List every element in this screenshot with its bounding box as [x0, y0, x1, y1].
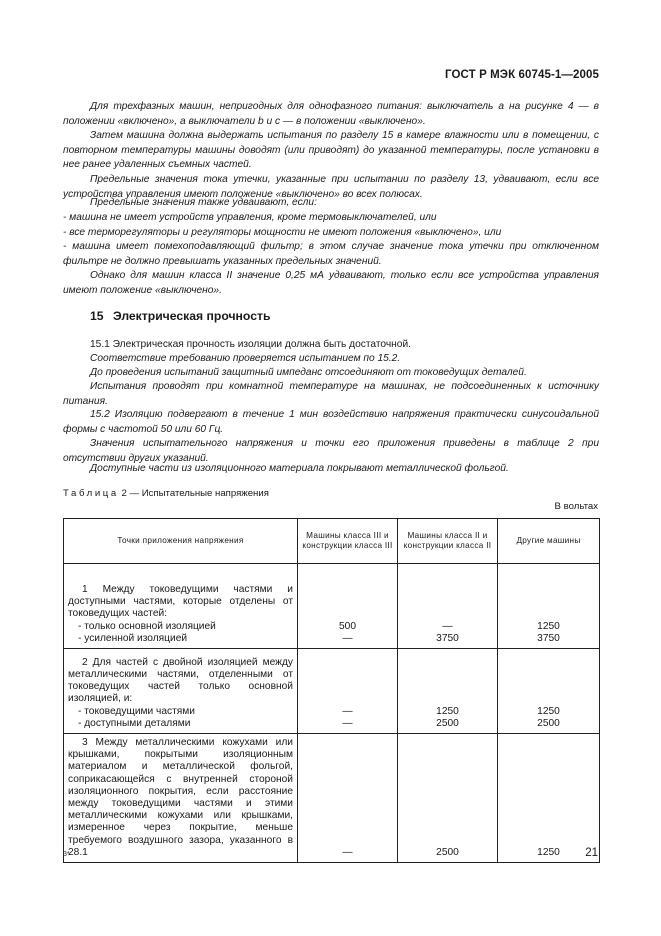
table-header-row [64, 519, 600, 564]
paragraph-test-voltage: Значения испытательного напряжения и точки его приложения приведены в таблице 2 при отсутствии других указаний. [63, 438, 599, 464]
paragraph-class-two: Однако для машин класса II значение 0,25 мА удваивают, только если все устройства управления имеют положение «выключено». [63, 270, 599, 296]
table-cell: 1250 [537, 620, 560, 632]
paragraph-room-temp: Испытания проводят при комнатной температуре на машинах, не подсоединенных к источнику питания. [63, 381, 599, 407]
table-cell: 1250 [498, 734, 600, 863]
paragraph-foil: Доступные части из изоляционного материала покрывают металлической фольгой. [90, 463, 509, 474]
row-item: - усиленной изоляцией [78, 632, 188, 644]
table-units: В вольтах [554, 501, 598, 512]
section-number: 15 [90, 309, 104, 323]
column-header: Точки приложения напряжения [64, 519, 298, 564]
paragraph-also-doubled: Предельные значения также удваивают, если: [90, 197, 317, 208]
table-cell: 2500 [398, 734, 498, 863]
paragraph-15-2: 15.2 Изоляцию подвергают в течение 1 мин воздействию напряжения практически синусоидальной формы с частотой 50 или 60 Гц. [63, 409, 599, 435]
table-caption-title: 2 — Испытательные напряжения [121, 488, 269, 499]
table-row [64, 734, 600, 863]
row-item: - только основной изоляцией [78, 620, 216, 632]
page-number: 21 [585, 847, 598, 859]
row-description: 1 Между токоведущими частями и доступными частями, которые отделены от токоведущих частей: [68, 583, 293, 620]
table-row [64, 564, 600, 649]
paragraph-three-phase: Для трехфазных машин, непригодных для однофазного питания: выключатель a на рисунке 4 — в положении «включено», а выключатели b и c — в положении «выключено». [63, 101, 599, 127]
table-cell: 2500 [436, 717, 459, 729]
column-header: Другие машины [498, 519, 600, 564]
table-caption-prefix: Таблица [63, 488, 119, 499]
row-description: 3 Между металлическими кожухами или крышками, покрытыми изоляционным материалом и металлической фольгой, соприкасающейся с внутренней стороной изоляционного покрытия, если расстояние между токоведущими частями и этими металлическими кожухами или крышками, измеренное через покрытие, меньше требуемого воздушного зазора, указанного в 28.1 [68, 737, 293, 858]
section-title: Электрическая прочность [112, 309, 271, 323]
list-item: - все терморегуляторы и регуляторы мощности не имеют положения «выключено», или [63, 227, 502, 238]
table-cell: — [342, 632, 353, 644]
footer-mark: 3* [63, 851, 70, 858]
table-cell: 1250 [436, 705, 459, 717]
table-cell: — [342, 717, 353, 729]
table-cell: — [298, 734, 398, 863]
row-description: 2 Для частей с двойной изоляцией между металлическими частями, отделенными от токоведущих частей только основной изоляцией, и: [68, 656, 293, 705]
column-header: Машины класса II и конструкции класса II [398, 519, 498, 564]
paragraph-compliance: Соответствие требованию проверяется испытанием по 15.2. [90, 353, 401, 364]
row-item: - доступными деталями [78, 717, 191, 729]
row-item: - токоведущими частями [78, 705, 195, 717]
column-header: Машины класса III и конструкции класса III [298, 519, 398, 564]
table-cell: — [442, 620, 453, 632]
table-row [64, 649, 600, 734]
paragraph-leakage-limits: Предельные значения тока утечки, указанные при испытании по разделу 13, удваивают, если все устройства управления имеют положение «выключено» во всех полюсах. [63, 174, 599, 200]
test-voltage-table [63, 518, 600, 863]
paragraph-humidity-test: Затем машина должна выдержать испытания по разделу 15 в камере влажности или в помещении, с повторном температуры машины доводят (или приводят) до указанной температуры, после установки в нее ранее удаленных съемных частей. [63, 130, 599, 171]
list-item: - машина не имеет устройств управления, кроме термовыключателей, или [63, 212, 437, 223]
paragraph-impedance: До проведения испытаний защитный импеданс отсоединяют от токоведущих деталей. [90, 367, 527, 378]
table-caption [63, 488, 269, 499]
section-heading [90, 309, 270, 323]
document-code: ГОСТ Р МЭК 60745-1—2005 [445, 69, 599, 81]
table-cell: 2500 [537, 717, 560, 729]
table-cell: 3750 [537, 632, 560, 644]
list-item: - машина имеет помехоподавляющий фильтр; в этом случае значение тока утечки при отключенном фильтре не должно превышать указанных предельных значений. [63, 241, 599, 267]
table-cell: — [342, 705, 353, 717]
table-cell: 500 [339, 620, 356, 632]
table-cell: 1250 [537, 705, 560, 717]
paragraph-15-1: 15.1 Электрическая прочность изоляции должна быть достаточной. [90, 339, 411, 350]
table-cell: 3750 [436, 632, 459, 644]
